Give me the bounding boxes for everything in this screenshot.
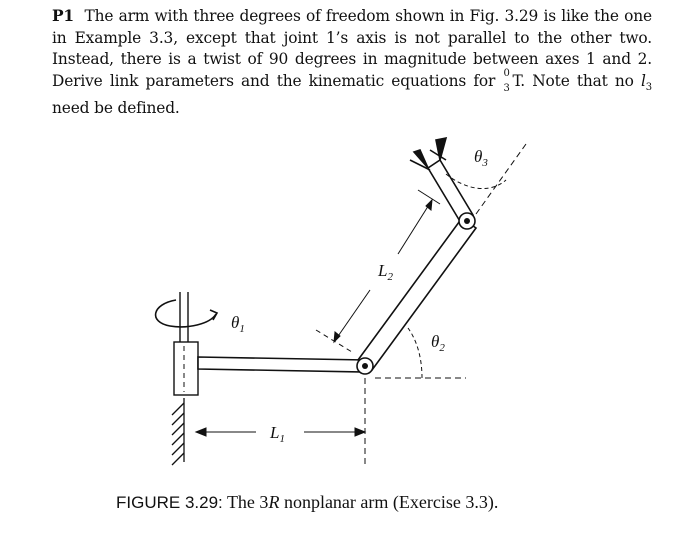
theta3-label: $\theta_3$ [474,147,488,169]
transform-symbol: T [512,71,521,90]
theta2-label: $\theta_2$ [431,332,445,354]
caption-text-after: nonplanar arm (Exercise 3.3). [279,492,499,512]
transform-subscript: 3 [503,82,510,94]
joint-2-pin [357,358,373,374]
caption-label: FIGURE 3.29: [116,493,223,512]
problem-text-before: The arm with three degrees of freedom shown in Fig. 3.29 is like the one in Example 3.3, except that joint 1’s axis is not parallel to the other two. Instead, there is a twist of 90 degrees in magnitude between axes 1 and 2. Derive link parameters and the kinematic equations for [52,7,652,90]
L1-label: $L_1$ [270,423,285,445]
transform-superscript: 0 [503,67,510,79]
link-1 [198,357,366,372]
problem-text-after: need be defined. [52,99,180,118]
caption-italic: R [268,492,280,512]
joint-3-pin [459,213,475,229]
theta1-label: $\theta_1$ [231,313,245,335]
l3-symbol: l [641,71,646,90]
L2-label: $L_2$ [378,261,393,283]
theta2-arc [408,328,422,378]
base-post [174,292,198,395]
problem-number: P1 [52,7,74,25]
problem-text-mid: . Note that no [520,71,641,90]
ground-hatch [172,398,184,465]
caption-text-before: The 3 [222,492,269,512]
theta1-rotation-arrow [156,300,217,327]
figure-caption [116,492,636,513]
l3-subscript: 3 [645,81,652,93]
